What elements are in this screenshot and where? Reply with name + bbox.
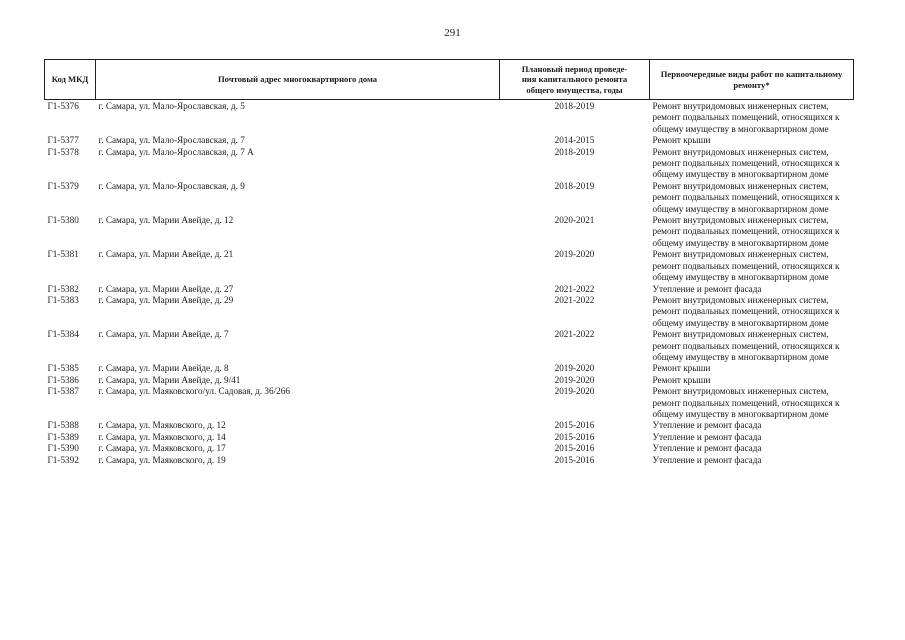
cell-works <box>650 295 854 329</box>
cell-address: г. Самара, ул. Мало-Ярославская, д. 9 <box>98 180 245 191</box>
cell-period: 2015-2016 <box>554 420 595 431</box>
cell-address: г. Самара, ул. Мало-Ярославская, д. 5 <box>98 101 245 111</box>
header-period <box>500 60 650 100</box>
cell-works <box>650 100 854 136</box>
cell-code: Г1-5385 <box>47 363 79 374</box>
works-line: общему имуществу в многоквартирном доме <box>652 237 829 248</box>
works-line: ремонт подвальных помещений, относящихся к <box>652 192 840 203</box>
cell-address: г. Самара, ул. Маяковского/ул. Садовая, д. 36/266 <box>98 386 290 397</box>
works-line: Ремонт крыши <box>652 363 711 374</box>
works-line: Ремонт внутридомовых инженерных систем, <box>652 294 829 305</box>
works-line: общему имуществу в многоквартирном доме <box>652 351 829 362</box>
works-line: ремонт подвальных помещений, относящихся к <box>652 226 840 237</box>
cell-period: 2019-2020 <box>554 374 595 385</box>
header-period-line: ния капитального ремонта <box>521 74 628 85</box>
cell-code: Г1-5387 <box>47 386 79 397</box>
cell-works <box>650 375 854 386</box>
cell-code: Г1-5392 <box>47 454 79 465</box>
cell-period: 2018-2019 <box>554 101 595 111</box>
cell-code: Г1-5378 <box>47 146 79 157</box>
header-works-line: Первоочередные виды работ по капитальному <box>660 69 843 79</box>
table-row <box>45 375 854 386</box>
cell-code: Г1-5388 <box>47 420 79 431</box>
header-address: Почтовый адрес многоквартирного дома <box>96 60 500 100</box>
works-line: Ремонт внутридомовых инженерных систем, <box>652 386 829 397</box>
works-line: ремонт подвальных помещений, относящихся к <box>652 340 840 351</box>
cell-address: г. Самара, ул. Марии Авейде, д. 29 <box>98 294 234 305</box>
table-row <box>45 295 854 329</box>
cell-works <box>650 147 854 181</box>
cell-period: 2021-2022 <box>554 329 595 340</box>
cell-address: г. Самара, ул. Мало-Ярославская, д. 7 <box>98 135 245 146</box>
table-row <box>45 249 854 283</box>
table-row <box>45 363 854 374</box>
table-body <box>45 100 854 467</box>
works-line: ремонт подвальных помещений, относящихся к <box>652 112 840 123</box>
cell-period: 2020-2021 <box>554 215 595 226</box>
cell-works <box>650 432 854 443</box>
cell-works <box>650 363 854 374</box>
cell-address: г. Самара, ул. Марии Авейде, д. 27 <box>98 283 234 294</box>
works-line: ремонт подвальных помещений, относящихся к <box>652 306 840 317</box>
cell-code: Г1-5383 <box>47 294 79 305</box>
cell-works <box>650 135 854 146</box>
cell-period: 2018-2019 <box>554 146 595 157</box>
works-line: ремонт подвальных помещений, относящихся к <box>652 158 840 169</box>
cell-period: 2019-2020 <box>554 363 595 374</box>
cell-address: г. Самара, ул. Марии Авейде, д. 7 <box>98 329 229 340</box>
works-line: Утепление и ремонт фасада <box>652 431 762 442</box>
table-header <box>45 60 854 100</box>
works-line: общему имуществу в многоквартирном доме <box>652 203 829 214</box>
cell-period: 2015-2016 <box>554 431 595 442</box>
cell-period: 2021-2022 <box>554 283 595 294</box>
works-line: Ремонт крыши <box>652 374 711 385</box>
cell-works <box>650 181 854 215</box>
header-period-line: общего имущества, годы <box>526 84 623 95</box>
works-line: Ремонт внутридомовых инженерных систем, <box>652 146 829 157</box>
cell-code: Г1-5379 <box>47 180 79 191</box>
header-works-line: ремонту* <box>733 79 770 90</box>
works-line: общему имуществу в многоквартирном доме <box>652 123 829 134</box>
cell-address: г. Самара, ул. Мало-Ярославская, д. 7 А <box>98 146 254 157</box>
cell-works <box>650 215 854 249</box>
cell-works <box>650 443 854 454</box>
cell-address: г. Самара, ул. Марии Авейде, д. 21 <box>98 249 234 260</box>
works-line: Утепление и ремонт фасада <box>652 420 762 431</box>
works-line: Ремонт крыши <box>652 135 711 146</box>
cell-code: Г1-5377 <box>47 135 79 146</box>
cell-period: 2014-2015 <box>554 135 595 146</box>
table-row <box>45 455 854 466</box>
cell-code: Г1-5386 <box>47 374 79 385</box>
cell-address: г. Самара, ул. Марии Авейде, д. 12 <box>98 215 234 226</box>
cell-address: г. Самара, ул. Маяковского, д. 12 <box>98 420 226 431</box>
cell-code: Г1-5376 <box>47 101 79 111</box>
cell-period: 2019-2020 <box>554 249 595 260</box>
cell-code: Г1-5384 <box>47 329 79 340</box>
page-number: 291 <box>444 27 461 39</box>
works-line: Ремонт внутридомовых инженерных систем, <box>652 329 829 340</box>
cell-code: Г1-5390 <box>47 443 79 454</box>
cell-code: Г1-5380 <box>47 215 79 226</box>
cell-address: г. Самара, ул. Маяковского, д. 17 <box>98 443 226 454</box>
header-code: Код МКД <box>45 60 96 100</box>
works-line: Ремонт внутридомовых инженерных систем, <box>652 249 829 260</box>
cell-works <box>650 455 854 466</box>
cell-address: г. Самара, ул. Маяковского, д. 14 <box>98 431 226 442</box>
table-row <box>45 215 854 249</box>
cell-period: 2015-2016 <box>554 454 595 465</box>
works-line: Утепление и ремонт фасада <box>652 454 762 465</box>
cell-period: 2019-2020 <box>554 386 595 397</box>
header-works <box>650 60 854 100</box>
table-row <box>45 135 854 146</box>
cell-address: г. Самара, ул. Марии Авейде, д. 8 <box>98 363 229 374</box>
table-row <box>45 329 854 363</box>
works-line: Утепление и ремонт фасада <box>652 283 762 294</box>
cell-code: Г1-5381 <box>47 249 79 260</box>
cell-address: г. Самара, ул. Марии Авейде, д. 9/41 <box>98 374 241 385</box>
table-row <box>45 147 854 181</box>
cell-period: 2015-2016 <box>554 443 595 454</box>
works-line: Ремонт внутридомовых инженерных систем, <box>652 180 829 191</box>
works-line: общему имуществу в многоквартирном доме <box>652 169 829 180</box>
table-row <box>45 181 854 215</box>
cell-works <box>650 420 854 431</box>
cell-works <box>650 284 854 295</box>
cell-code: Г1-5389 <box>47 431 79 442</box>
table-row <box>45 100 854 136</box>
works-line: общему имуществу в многоквартирном доме <box>652 272 829 283</box>
cell-address: г. Самара, ул. Маяковского, д. 19 <box>98 454 226 465</box>
cell-period: 2018-2019 <box>554 180 595 191</box>
works-line: общему имуществу в многоквартирном доме <box>652 408 829 419</box>
works-line: Ремонт внутридомовых инженерных систем, <box>652 101 829 111</box>
cell-works <box>650 329 854 363</box>
table-row <box>45 284 854 295</box>
table-row <box>45 420 854 431</box>
cell-works <box>650 249 854 283</box>
header-period-line: Плановый период проведе- <box>521 63 628 74</box>
capital-repair-table <box>44 59 854 466</box>
works-line: ремонт подвальных помещений, относящихся к <box>652 397 840 408</box>
works-line: Утепление и ремонт фасада <box>652 443 762 454</box>
table-row <box>45 443 854 454</box>
works-line: ремонт подвальных помещений, относящихся к <box>652 260 840 271</box>
cell-period: 2021-2022 <box>554 294 595 305</box>
table-row <box>45 386 854 420</box>
cell-works <box>650 386 854 420</box>
cell-code: Г1-5382 <box>47 283 79 294</box>
header-row <box>45 60 854 100</box>
table-row <box>45 432 854 443</box>
works-line: Ремонт внутридомовых инженерных систем, <box>652 215 829 226</box>
works-line: общему имуществу в многоквартирном доме <box>652 317 829 328</box>
